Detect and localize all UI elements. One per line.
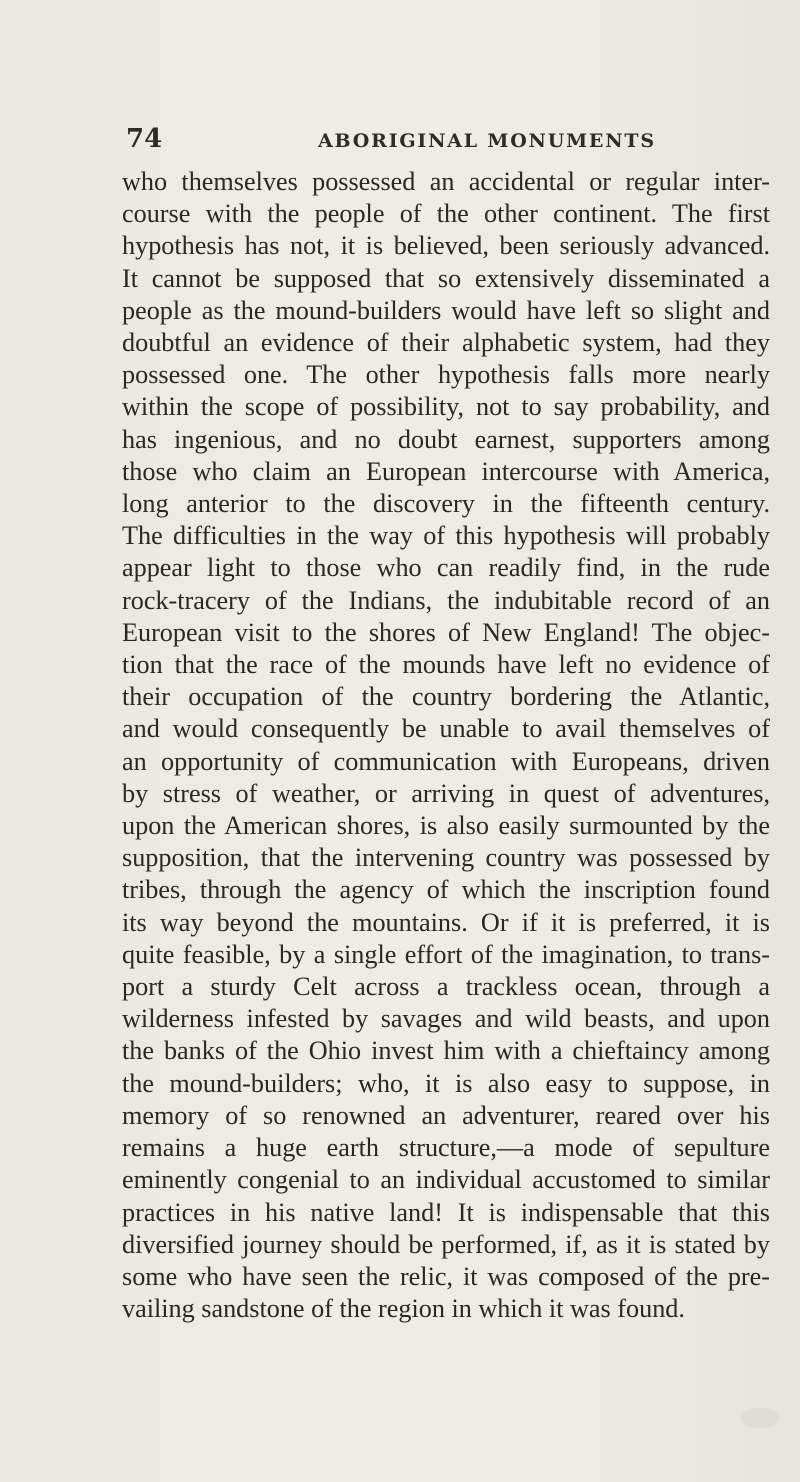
text-line: long anterior to the discovery in the fifteenth century. [122, 489, 770, 519]
text-line: the banks of the Ohio invest him with a chieftaincy among [122, 1036, 770, 1066]
text-line: wilderness infested by savages and wild beasts, and upon [122, 1004, 770, 1034]
running-head: ABORIGINAL MONUMENTS [318, 130, 656, 152]
text-line: appear light to those who can readily find, in the rude [122, 553, 770, 583]
text-line: their occupation of the country bordering the Atlantic, [122, 682, 770, 712]
page-number: 74 [126, 124, 163, 154]
text-line: hypothesis has not, it is believed, been seriously advanced. [122, 231, 770, 261]
text-line: doubtful an evidence of their alphabetic system, had they [122, 328, 770, 358]
text-line: vailing sandstone of the region in which it was found. [122, 1294, 685, 1324]
text-line: an opportunity of communication with Europeans, driven [122, 746, 770, 776]
text-line: quite feasible, by a single effort of the imagination, to trans- [122, 939, 770, 969]
text-line: some who have seen the relic, it was composed of the pre- [122, 1261, 770, 1291]
text-line: practices in his native land! It is indispensable that this [122, 1197, 770, 1227]
text-line: tion that the race of the mounds have left no evidence of [122, 650, 770, 680]
text-line: upon the American shores, is also easily surmounted by the [122, 811, 770, 841]
body-paragraph [122, 166, 770, 1325]
text-line: within the scope of possibility, not to say probability, and [122, 392, 770, 422]
page-header [0, 124, 800, 158]
text-line: It cannot be supposed that so extensively disseminated a [122, 263, 770, 293]
text-line: European visit to the shores of New England! The objec- [122, 617, 770, 647]
text-line: who themselves possessed an accidental or regular inter- [122, 167, 770, 196]
text-line: diversified journey should be performed, if, as it is stated by [122, 1229, 770, 1259]
text-line: eminently congenial to an individual accustomed to similar [122, 1165, 770, 1195]
text-line: memory of so renowned an adventurer, reared over his [122, 1100, 770, 1130]
text-line: tribes, through the agency of which the inscription found [122, 875, 770, 905]
text-line: has ingenious, and no doubt earnest, supporters among [122, 424, 770, 454]
text-line: its way beyond the mountains. Or if it is preferred, it is [122, 907, 770, 937]
text-line: the mound-builders; who, it is also easy to suppose, in [122, 1068, 770, 1098]
text-line: course with the people of the other continent. The first [122, 199, 770, 229]
text-line: people as the mound-builders would have left so slight and [122, 295, 770, 325]
text-line: rock-tracery of the Indians, the indubitable record of an [122, 585, 770, 615]
text-line: by stress of weather, or arriving in quest of adventures, [122, 778, 770, 808]
text-line: The difficulties in the way of this hypothesis will probably [122, 521, 770, 551]
text-line: those who claim an European intercourse with America, [122, 456, 770, 486]
text-line: remains a huge earth structure,—a mode of sepulture [122, 1133, 770, 1163]
text-line: port a sturdy Celt across a trackless ocean, through a [122, 972, 770, 1002]
paper-smudge [740, 1408, 780, 1428]
text-line: supposition, that the intervening country was possessed by [122, 843, 770, 873]
text-line: and would consequently be unable to avail themselves of [122, 714, 770, 744]
text-line: possessed one. The other hypothesis falls more nearly [122, 360, 770, 390]
